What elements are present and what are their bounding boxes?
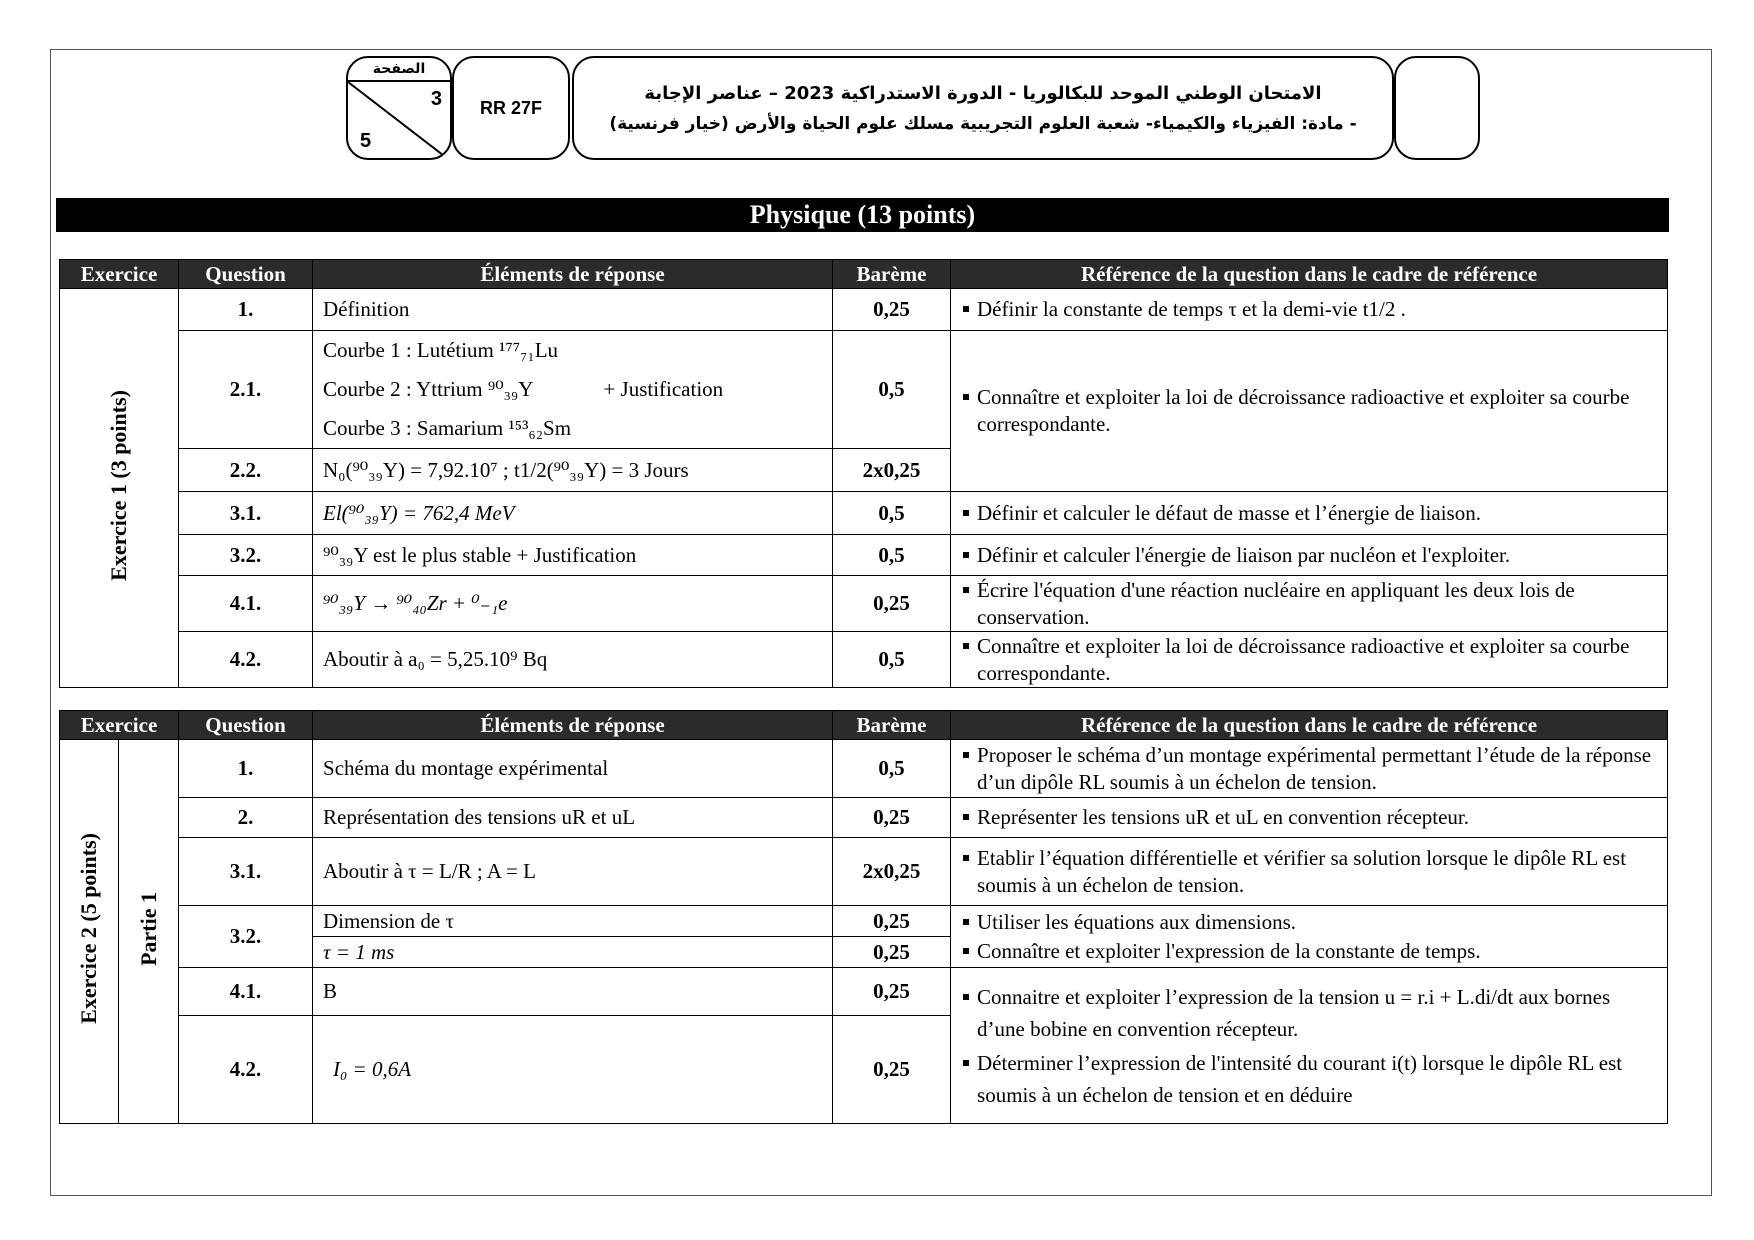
reference-cell: [951, 906, 1668, 968]
exam-title-box: [572, 56, 1394, 160]
reference-cell: [951, 492, 1668, 535]
bareme-value: 0,25: [833, 576, 951, 632]
col-elements: Éléments de réponse: [313, 260, 833, 289]
exercise2-label: Exercice 2 (5 points): [76, 833, 101, 1024]
answer-element: Courbe 2 : Yttrium ⁹⁰₃₉Y: [323, 377, 534, 401]
answer-element: ⁹⁰₃₉Y → ⁹⁰₄₀Zr + ⁰₋₁e: [313, 576, 833, 632]
question-number: 1.: [179, 289, 313, 331]
col-question: Question: [179, 260, 313, 289]
question-number: 4.2.: [179, 1016, 313, 1124]
bullet-icon: [963, 587, 969, 593]
table-row: [60, 906, 1668, 937]
table-row: [60, 632, 1668, 688]
bareme-value: 0,5: [833, 331, 951, 449]
bullet-icon: [963, 306, 969, 312]
table-row: [60, 798, 1668, 838]
bareme-value: 0,25: [833, 289, 951, 331]
exercise1-label-cell: [60, 289, 179, 688]
table-row: [60, 492, 1668, 535]
bareme-value: 2x0,25: [833, 838, 951, 906]
bullet-icon: [963, 510, 969, 516]
exam-code: RR 27F: [452, 56, 570, 160]
question-number: 4.1.: [179, 968, 313, 1016]
reference-cell: [951, 798, 1668, 838]
table-header-row: [60, 711, 1668, 740]
answer-element: N₀(⁹⁰₃₉Y) = 7,92.10⁷ ; t1/2(⁹⁰₃₉Y) = 3 Jours: [313, 449, 833, 492]
bullet-icon: [963, 394, 969, 400]
answer-line: [323, 370, 822, 409]
answer-element: Aboutir à a₀ = 5,25.10⁹ Bq: [313, 632, 833, 688]
blank-box: [1394, 56, 1480, 160]
reference-cell: [951, 289, 1668, 331]
bullet-icon: [963, 855, 969, 861]
answer-element: ⁹⁰₃₉Y est le plus stable + Justification: [313, 535, 833, 576]
reference-text: Définir la constante de temps τ et la demi-vie t1/2 .: [977, 297, 1406, 321]
bullet-icon: [963, 994, 969, 1000]
answer-element: Courbe 1 : Lutétium ¹⁷⁷₇₁Lu: [323, 338, 559, 362]
question-number: 1.: [179, 740, 313, 798]
reference-text: Proposer le schéma d’un montage expérimental permettant l’étude de la réponse d’un dipôle RL soumis à un échelon de tension.: [977, 742, 1652, 794]
answer-element: El(⁹⁰₃₉Y) = 762,4 MeV: [313, 492, 833, 535]
reference-cell: [951, 740, 1668, 798]
bareme-value: 0,25: [833, 798, 951, 838]
page-total: 5: [360, 130, 372, 152]
table-row: [60, 535, 1668, 576]
reference-text: Utiliser les équations aux dimensions.: [977, 909, 1297, 934]
reference-text: Écrire l'équation d'une réaction nucléaire en appliquant les deux lois de conservation.: [977, 577, 1575, 629]
reference-text: Etablir l’équation différentielle et vérifier sa solution lorsque le dipôle RL est soumis à un échelon de tension.: [977, 845, 1627, 897]
answer-cell: [313, 331, 833, 449]
col-elements: Éléments de réponse: [313, 711, 833, 740]
question-number: 4.1.: [179, 576, 313, 632]
question-number: 2.1.: [179, 331, 313, 449]
col-exercice: Exercice: [60, 711, 179, 740]
question-number: 4.2.: [179, 632, 313, 688]
reference-cell: [951, 838, 1668, 906]
table-row: [60, 289, 1668, 331]
col-bareme: Barème: [833, 711, 951, 740]
reference-cell: [951, 331, 1668, 492]
answer-element: + Justification: [603, 377, 724, 401]
bullet-icon: [963, 919, 969, 925]
answer-element: Dimension de τ: [313, 906, 833, 937]
part-label: Partie 1: [135, 891, 161, 966]
table-header-row: [60, 260, 1668, 289]
section-title: Physique (13 points): [56, 198, 1669, 232]
exercise2-table: [59, 710, 1668, 1124]
table-row: [60, 331, 1668, 449]
bareme-value: 0,25: [833, 937, 951, 968]
reference-text: Connaitre et exploiter l’expression de la tension u = r.i + L.di/dt aux bornes d’une bobine en convention récepteur.: [977, 984, 1611, 1041]
answer-element: I₀ = 0,6A: [313, 1016, 833, 1124]
question-number: 2.2.: [179, 449, 313, 492]
exercise2-label-cell: [60, 740, 119, 1124]
bareme-value: 0,5: [833, 492, 951, 535]
reference-text: Connaître et exploiter l'expression de la constante de temps.: [977, 938, 1481, 963]
reference-cell: [951, 632, 1668, 688]
answer-element: B: [313, 968, 833, 1016]
bareme-value: 0,25: [833, 1016, 951, 1124]
bareme-value: 0,25: [833, 968, 951, 1016]
bareme-value: 2x0,25: [833, 449, 951, 492]
exercise1-label: Exercice 1 (3 points): [106, 389, 131, 581]
bullet-icon: [963, 643, 969, 649]
reference-text: Définir et calculer l'énergie de liaison par nucléon et l'exploiter.: [977, 542, 1511, 567]
answer-element: Schéma du montage expérimental: [313, 740, 833, 798]
exam-title-line2: - مادة: الفيزياء والكيمياء- شعبة العلوم التجريبية مسلك علوم الحياة والأرض (خيار فرنسية): [609, 113, 1357, 134]
col-reference: Référence de la question dans le cadre de référence: [951, 711, 1668, 740]
answer-element: τ = 1 ms: [313, 937, 833, 968]
bareme-value: 0,25: [833, 906, 951, 937]
question-number: 3.2.: [179, 906, 313, 968]
col-reference: Référence de la question dans le cadre de référence: [951, 260, 1668, 289]
exam-title-line1: الامتحان الوطني الموحد للبكالوريا - الدورة الاستدراكية 2023 – عناصر الإجابة: [644, 82, 1322, 104]
answer-element: Représentation des tensions uR et uL: [313, 798, 833, 838]
table-row: [60, 576, 1668, 632]
reference-cell: [951, 576, 1668, 632]
exercise1-table: [59, 259, 1668, 688]
reference-text: Représenter les tensions uR et uL en convention récepteur.: [977, 805, 1469, 829]
col-bareme: Barème: [833, 260, 951, 289]
reference-text: Connaître et exploiter la loi de décroissance radioactive et exploiter sa courbe correspondante.: [977, 633, 1630, 685]
table-row: [60, 740, 1668, 798]
question-number: 3.1.: [179, 492, 313, 535]
bareme-value: 0,5: [833, 535, 951, 576]
col-question: Question: [179, 711, 313, 740]
reference-text: Définir et calculer le défaut de masse et l’énergie de liaison.: [977, 500, 1481, 525]
answer-element: Aboutir à τ = L/R ; A = L: [313, 838, 833, 906]
bullet-icon: [963, 1060, 969, 1066]
question-number: 3.2.: [179, 535, 313, 576]
bareme-value: 0,5: [833, 632, 951, 688]
reference-cell: [951, 968, 1668, 1124]
bullet-icon: [963, 814, 969, 820]
bullet-icon: [963, 552, 969, 558]
page-current: 3: [430, 88, 442, 110]
answer-element: Courbe 3 : Samarium ¹⁵³₆₂Sm: [323, 416, 572, 440]
bullet-icon: [963, 948, 969, 954]
table-row: [60, 968, 1668, 1016]
part-label-cell: [119, 740, 179, 1124]
page-number-box: [346, 56, 452, 160]
bareme-value: 0,5: [833, 740, 951, 798]
question-number: 2.: [179, 798, 313, 838]
answer-element: Définition: [313, 289, 833, 331]
reference-text: Connaître et exploiter la loi de décroissance radioactive et exploiter sa courbe correspondante.: [977, 385, 1630, 436]
col-exercice: Exercice: [60, 260, 179, 289]
page-label: الصفحة: [348, 58, 450, 82]
reference-text: Déterminer l’expression de l'intensité du courant i(t) lorsque le dipôle RL est soumis à un échelon de tension et en déduire: [977, 1050, 1623, 1107]
reference-cell: [951, 535, 1668, 576]
bullet-icon: [963, 752, 969, 758]
table-row: [60, 838, 1668, 906]
question-number: 3.1.: [179, 838, 313, 906]
